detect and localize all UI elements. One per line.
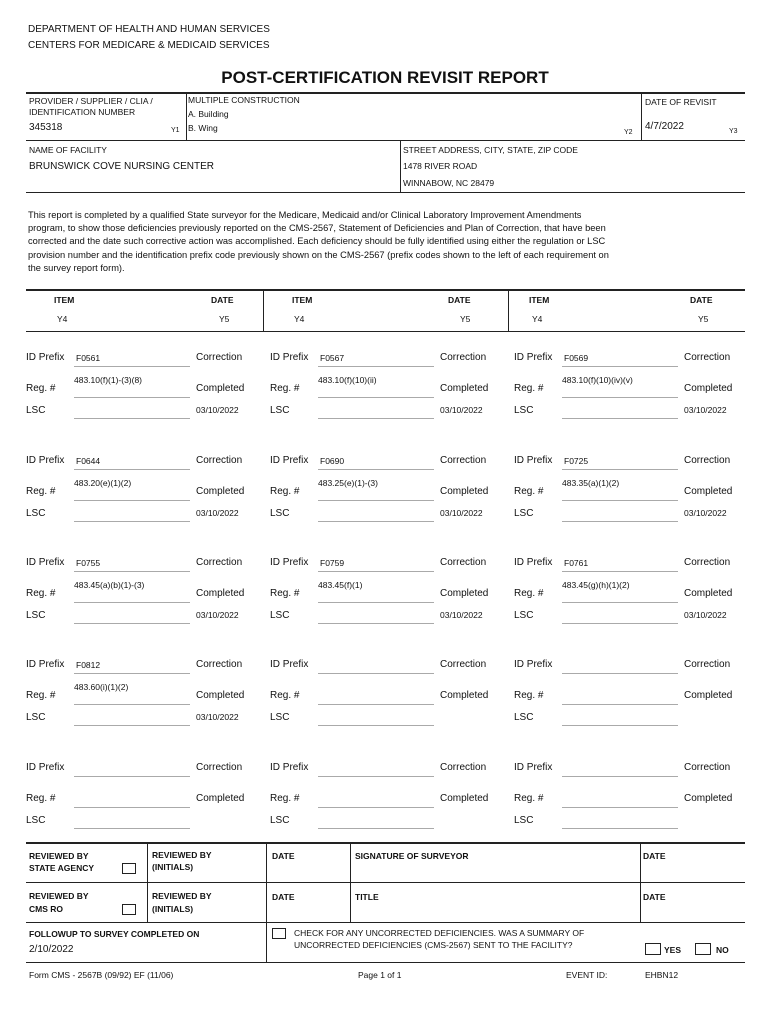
col-y4-label: Y4 bbox=[532, 314, 543, 324]
completed-label: Completed bbox=[684, 588, 733, 599]
completed-date: 03/10/2022 bbox=[440, 508, 483, 518]
col-item-header: ITEM bbox=[529, 295, 550, 305]
completed-label: Completed bbox=[440, 588, 489, 599]
reg-field[interactable] bbox=[74, 602, 190, 603]
id-prefix-field[interactable] bbox=[562, 366, 678, 367]
yes-checkbox[interactable] bbox=[645, 943, 661, 955]
id-prefix-field[interactable] bbox=[74, 366, 190, 367]
col-y4-label: Y4 bbox=[57, 314, 68, 324]
completed-date: 03/10/2022 bbox=[196, 712, 239, 722]
reg-field[interactable] bbox=[562, 704, 678, 705]
correction-label: Correction bbox=[684, 557, 731, 568]
form-number: Form CMS - 2567B (09/92) EF (11/06) bbox=[29, 970, 174, 980]
date-label: DATE bbox=[643, 892, 666, 902]
reg-label: Reg. # bbox=[26, 383, 56, 394]
lsc-label: LSC bbox=[270, 610, 290, 621]
completed-date: 03/10/2022 bbox=[684, 508, 727, 518]
reg-value: 483.45(a)(b)(1)-(3) bbox=[74, 580, 145, 590]
reg-label: Reg. # bbox=[270, 486, 300, 497]
reg-field[interactable] bbox=[562, 397, 678, 398]
centers-name: CENTERS FOR MEDICARE & MEDICAID SERVICES bbox=[28, 40, 270, 51]
completed-label: Completed bbox=[684, 690, 733, 701]
col-date-header: DATE bbox=[448, 295, 471, 305]
reg-field[interactable] bbox=[74, 807, 190, 808]
no-label: NO bbox=[716, 945, 729, 955]
reviewed-initials-label: REVIEWED BY bbox=[152, 891, 212, 901]
reg-label: Reg. # bbox=[26, 690, 56, 701]
provider-label: PROVIDER / SUPPLIER / CLIA / bbox=[29, 96, 153, 106]
col-y5-label: Y5 bbox=[698, 314, 709, 324]
reg-label: Reg. # bbox=[514, 588, 544, 599]
id-prefix-label: ID Prefix bbox=[514, 762, 553, 773]
lsc-label: LSC bbox=[270, 712, 290, 723]
reg-label: Reg. # bbox=[270, 588, 300, 599]
title-label: TITLE bbox=[355, 892, 379, 902]
completed-date: 03/10/2022 bbox=[196, 508, 239, 518]
lsc-label: LSC bbox=[26, 405, 46, 416]
y1-label: Y1 bbox=[171, 127, 180, 134]
id-prefix-field[interactable] bbox=[74, 469, 190, 470]
provider-label-2: IDENTIFICATION NUMBER bbox=[29, 107, 136, 117]
event-id-label: EVENT ID: bbox=[566, 970, 608, 980]
id-prefix-field[interactable] bbox=[562, 776, 678, 777]
uncorrected-checkbox[interactable] bbox=[272, 928, 286, 939]
lsc-label: LSC bbox=[270, 815, 290, 826]
event-id-value: EHBN12 bbox=[645, 970, 679, 980]
intro-line: This report is completed by a qualified State surveyor for the Medicare, Medicaid and/or Clinical Laboratory Improvement Amendments bbox=[28, 210, 582, 220]
lsc-field[interactable] bbox=[74, 418, 190, 419]
reg-label: Reg. # bbox=[270, 793, 300, 804]
lsc-label: LSC bbox=[514, 712, 534, 723]
id-prefix-field[interactable] bbox=[74, 776, 190, 777]
correction-label: Correction bbox=[440, 455, 487, 466]
lsc-field[interactable] bbox=[562, 623, 678, 624]
completed-label: Completed bbox=[196, 486, 245, 497]
id-prefix-field[interactable] bbox=[318, 673, 434, 674]
reg-value: 483.35(a)(1)(2) bbox=[562, 478, 620, 488]
intro-line: corrected and the date such corrective action was accomplished. Each deficiency should be fully identified using either the regulation or LSC bbox=[28, 236, 606, 247]
lsc-field[interactable] bbox=[562, 521, 678, 522]
reg-value: 483.10(f)(10)(iv)(v) bbox=[562, 375, 633, 385]
facility-name: BRUNSWICK COVE NURSING CENTER bbox=[29, 161, 215, 172]
correction-label: Correction bbox=[684, 762, 731, 773]
provider-number: 345318 bbox=[29, 122, 63, 133]
reg-value: 483.25(e)(1)-(3) bbox=[318, 478, 378, 488]
lsc-field[interactable] bbox=[318, 623, 434, 624]
reg-label: Reg. # bbox=[270, 690, 300, 701]
col-item-header: ITEM bbox=[292, 295, 313, 305]
id-prefix-value: F0759 bbox=[320, 558, 345, 568]
id-prefix-label: ID Prefix bbox=[270, 557, 309, 568]
id-prefix-label: ID Prefix bbox=[26, 557, 65, 568]
lsc-field[interactable] bbox=[74, 828, 190, 829]
completed-date: 03/10/2022 bbox=[440, 610, 483, 620]
reg-label: Reg. # bbox=[26, 486, 56, 497]
uncorrected-question: CHECK FOR ANY UNCORRECTED DEFICIENCIES. WAS A SUMMARY OF bbox=[294, 928, 585, 938]
lsc-field[interactable] bbox=[562, 725, 678, 726]
correction-label: Correction bbox=[440, 352, 487, 363]
lsc-label: LSC bbox=[514, 405, 534, 416]
lsc-field[interactable] bbox=[318, 725, 434, 726]
id-prefix-field[interactable] bbox=[74, 571, 190, 572]
correction-label: Correction bbox=[196, 352, 243, 363]
id-prefix-value: F0812 bbox=[76, 660, 101, 670]
page-title: POST-CERTIFICATION REVISIT REPORT bbox=[221, 68, 549, 87]
correction-label: Correction bbox=[196, 659, 243, 670]
reg-value: 483.10(f)(1)-(3)(8) bbox=[74, 375, 143, 385]
reg-field[interactable] bbox=[562, 602, 678, 603]
reg-label: Reg. # bbox=[514, 793, 544, 804]
correction-label: Correction bbox=[684, 352, 731, 363]
multiple-construction-label: MULTIPLE CONSTRUCTION bbox=[188, 95, 300, 105]
id-prefix-label: ID Prefix bbox=[514, 455, 553, 466]
col-date-header: DATE bbox=[211, 295, 234, 305]
state-agency-checkbox[interactable] bbox=[122, 863, 136, 874]
col-y5-label: Y5 bbox=[460, 314, 471, 324]
id-prefix-label: ID Prefix bbox=[270, 762, 309, 773]
lsc-field[interactable] bbox=[562, 828, 678, 829]
id-prefix-label: ID Prefix bbox=[270, 455, 309, 466]
intro-line: program, to show those deficiencies previously reported on the CMS-2567, Statement of Deficiencies and Plan of Correction, that have been bbox=[28, 223, 606, 234]
correction-label: Correction bbox=[440, 557, 487, 568]
state-agency-label: STATE AGENCY bbox=[29, 863, 95, 873]
id-prefix-label: ID Prefix bbox=[26, 659, 65, 670]
completed-label: Completed bbox=[196, 588, 245, 599]
completed-label: Completed bbox=[440, 793, 489, 804]
correction-label: Correction bbox=[196, 455, 243, 466]
yes-label: YES bbox=[664, 945, 682, 955]
facility-label: NAME OF FACILITY bbox=[29, 145, 107, 155]
id-prefix-value: F0725 bbox=[564, 456, 589, 466]
id-prefix-label: ID Prefix bbox=[26, 455, 65, 466]
reg-value: 483.45(f)(1) bbox=[318, 580, 363, 590]
completed-date: 03/10/2022 bbox=[196, 405, 239, 415]
intro-line: the survey report form). bbox=[28, 262, 125, 273]
id-prefix-field[interactable] bbox=[318, 571, 434, 572]
intro-paragraph bbox=[28, 209, 748, 275]
completed-label: Completed bbox=[684, 793, 733, 804]
reg-field[interactable] bbox=[318, 397, 434, 398]
completed-date: 03/10/2022 bbox=[196, 610, 239, 620]
date-label: DATE bbox=[272, 851, 295, 861]
date-label: DATE bbox=[643, 851, 666, 861]
reg-value: 483.60(i)(1)(2) bbox=[74, 682, 129, 692]
initials-label: (INITIALS) bbox=[152, 862, 194, 872]
reg-field[interactable] bbox=[74, 500, 190, 501]
reg-field[interactable] bbox=[74, 704, 190, 705]
lsc-label: LSC bbox=[26, 508, 46, 519]
completed-label: Completed bbox=[196, 793, 245, 804]
correction-label: Correction bbox=[440, 659, 487, 670]
id-prefix-field[interactable] bbox=[74, 673, 190, 674]
reg-field[interactable] bbox=[74, 397, 190, 398]
completed-date: 03/10/2022 bbox=[684, 405, 727, 415]
cms-ro-checkbox[interactable] bbox=[122, 904, 136, 915]
id-prefix-label: ID Prefix bbox=[270, 352, 309, 363]
reviewed-by-cms-label: REVIEWED BY bbox=[29, 891, 89, 901]
col-y4-label: Y4 bbox=[294, 314, 305, 324]
id-prefix-label: ID Prefix bbox=[514, 557, 553, 568]
completed-date: 03/10/2022 bbox=[684, 610, 727, 620]
lsc-label: LSC bbox=[514, 610, 534, 621]
id-prefix-label: ID Prefix bbox=[514, 352, 553, 363]
reg-value: 483.10(f)(10)(ii) bbox=[318, 375, 377, 385]
id-prefix-value: F0761 bbox=[564, 558, 589, 568]
reg-field[interactable] bbox=[562, 807, 678, 808]
reg-field[interactable] bbox=[318, 602, 434, 603]
lsc-label: LSC bbox=[26, 610, 46, 621]
address-line-1: 1478 RIVER ROAD bbox=[403, 161, 478, 171]
id-prefix-value: F0690 bbox=[320, 456, 345, 466]
initials-label: (INITIALS) bbox=[152, 904, 194, 914]
lsc-label: LSC bbox=[514, 815, 534, 826]
address-line-2: WINNABOW, NC 28479 bbox=[403, 178, 495, 188]
lsc-field[interactable] bbox=[562, 418, 678, 419]
id-prefix-value: F0644 bbox=[76, 456, 101, 466]
reviewed-initials-label: REVIEWED BY bbox=[152, 850, 212, 860]
id-prefix-field[interactable] bbox=[562, 469, 678, 470]
lsc-field[interactable] bbox=[318, 418, 434, 419]
correction-label: Correction bbox=[196, 762, 243, 773]
reg-label: Reg. # bbox=[514, 383, 544, 394]
reviewed-by-state-label: REVIEWED BY bbox=[29, 851, 89, 861]
department-name: DEPARTMENT OF HEALTH AND HUMAN SERVICES bbox=[28, 24, 270, 35]
correction-label: Correction bbox=[440, 762, 487, 773]
signature-label: SIGNATURE OF SURVEYOR bbox=[355, 851, 469, 861]
reg-field[interactable] bbox=[318, 704, 434, 705]
lsc-field[interactable] bbox=[318, 828, 434, 829]
wing-label: B. Wing bbox=[188, 123, 218, 133]
no-checkbox[interactable] bbox=[695, 943, 711, 955]
reg-label: Reg. # bbox=[270, 383, 300, 394]
id-prefix-label: ID Prefix bbox=[26, 352, 65, 363]
lsc-field[interactable] bbox=[74, 623, 190, 624]
completed-label: Completed bbox=[196, 690, 245, 701]
followup-label: FOLLOWUP TO SURVEY COMPLETED ON bbox=[29, 929, 200, 939]
completed-label: Completed bbox=[440, 383, 489, 394]
lsc-label: LSC bbox=[26, 815, 46, 826]
date-label: DATE bbox=[272, 892, 295, 902]
completed-label: Completed bbox=[440, 690, 489, 701]
completed-date: 03/10/2022 bbox=[440, 405, 483, 415]
cms-ro-label: CMS RO bbox=[29, 904, 63, 914]
reg-label: Reg. # bbox=[514, 690, 544, 701]
id-prefix-field[interactable] bbox=[318, 469, 434, 470]
id-prefix-field[interactable] bbox=[318, 366, 434, 367]
completed-label: Completed bbox=[684, 383, 733, 394]
col-date-header: DATE bbox=[690, 295, 713, 305]
followup-date: 2/10/2022 bbox=[29, 944, 74, 955]
page-number: Page 1 of 1 bbox=[358, 970, 402, 980]
intro-line: provision number and the identification prefix code previously shown on the CMS-2567 (prefix codes shown to the left of each requirement on bbox=[28, 249, 609, 260]
date-revisit-value: 4/7/2022 bbox=[645, 121, 684, 132]
id-prefix-value: F0569 bbox=[564, 353, 589, 363]
id-prefix-value: F0755 bbox=[76, 558, 101, 568]
reg-field[interactable] bbox=[562, 500, 678, 501]
reg-value: 483.45(g)(h)(1)(2) bbox=[562, 580, 630, 590]
correction-label: Correction bbox=[684, 659, 731, 670]
lsc-field[interactable] bbox=[318, 521, 434, 522]
id-prefix-value: F0567 bbox=[320, 353, 345, 363]
id-prefix-label: ID Prefix bbox=[514, 659, 553, 670]
id-prefix-field[interactable] bbox=[562, 571, 678, 572]
date-revisit-label: DATE OF REVISIT bbox=[645, 97, 717, 107]
lsc-field[interactable] bbox=[74, 725, 190, 726]
completed-label: Completed bbox=[684, 486, 733, 497]
lsc-label: LSC bbox=[26, 712, 46, 723]
lsc-label: LSC bbox=[514, 508, 534, 519]
building-label: A. Building bbox=[188, 109, 229, 119]
id-prefix-value: F0561 bbox=[76, 353, 101, 363]
id-prefix-label: ID Prefix bbox=[270, 659, 309, 670]
id-prefix-field[interactable] bbox=[562, 673, 678, 674]
col-y5-label: Y5 bbox=[219, 314, 230, 324]
reg-label: Reg. # bbox=[514, 486, 544, 497]
reg-label: Reg. # bbox=[26, 793, 56, 804]
id-prefix-field[interactable] bbox=[318, 776, 434, 777]
reg-label: Reg. # bbox=[26, 588, 56, 599]
lsc-field[interactable] bbox=[74, 521, 190, 522]
y3-label: Y3 bbox=[729, 128, 738, 135]
address-label: STREET ADDRESS, CITY, STATE, ZIP CODE bbox=[403, 145, 578, 155]
reg-value: 483.20(e)(1)(2) bbox=[74, 478, 132, 488]
correction-label: Correction bbox=[684, 455, 731, 466]
col-item-header: ITEM bbox=[54, 295, 75, 305]
correction-label: Correction bbox=[196, 557, 243, 568]
lsc-label: LSC bbox=[270, 405, 290, 416]
completed-label: Completed bbox=[440, 486, 489, 497]
uncorrected-question-2: UNCORRECTED DEFICIENCIES (CMS-2567) SENT TO THE FACILITY? bbox=[294, 940, 573, 950]
reg-field[interactable] bbox=[318, 500, 434, 501]
completed-label: Completed bbox=[196, 383, 245, 394]
id-prefix-label: ID Prefix bbox=[26, 762, 65, 773]
y2-label: Y2 bbox=[624, 129, 633, 136]
reg-field[interactable] bbox=[318, 807, 434, 808]
lsc-label: LSC bbox=[270, 508, 290, 519]
